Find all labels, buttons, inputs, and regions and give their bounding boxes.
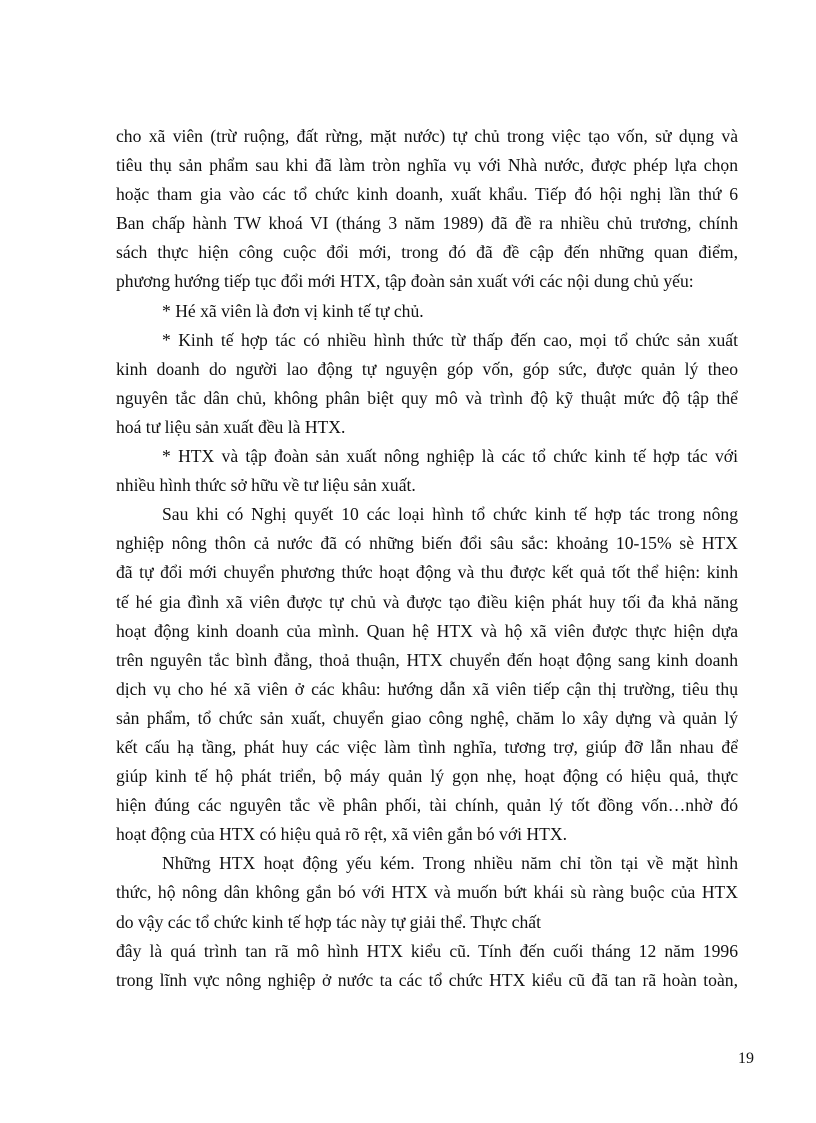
text-line: thức, hộ nông dân không gắn bó với HTX và muốn bứt khái sù ràng buộc của HTX (116, 882, 738, 903)
text-line: dịch vụ cho hé xã viên ở các khâu: hướng dẫn xã viên tiếp cận thị trường, tiêu thụ (116, 678, 738, 699)
text-line: đây là quá trình tan rã mô hình HTX kiểu cũ. Tính đến cuối tháng 12 năm 1996 (116, 940, 738, 961)
text-line: đã tự đổi mới chuyển phương thức hoạt động và thu được kết quả tốt thể hiện: kinh (116, 562, 738, 583)
bullet-line: * HTX và tập đoàn sản xuất nông nghiệp là các tổ chức kinh tế hợp tác với (162, 446, 738, 467)
text-line: trên nguyên tắc bình đẳng, thoả thuận, HTX chuyển đến hoạt động sang kinh doanh (116, 649, 738, 670)
text-line: hoạt động kinh doanh của mình. Quan hệ HTX và hộ xã viên được thực hiện dựa (116, 620, 738, 641)
text-line: tế hé gia đình xã viên được tự chủ và được tạo điều kiện phát huy tối đa khả năng (116, 591, 738, 612)
text-line: hoạt động của HTX có hiệu quả rõ rệt, xã viên gắn bó với HTX. (116, 824, 567, 845)
text-line: kinh doanh do người lao động tự nguyện góp vốn, góp sức, được quản lý theo (116, 358, 738, 379)
text-line: trong lĩnh vực nông nghiệp ở nước ta các tổ chức HTX kiểu cũ đã tan rã hoàn toàn, (116, 969, 738, 990)
text-line: sản phẩm, tổ chức sản xuất, chuyển giao công nghệ, chăm lo xây dựng và quản lý (116, 707, 738, 728)
paragraph-start-line: Những HTX hoạt động yếu kém. Trong nhiều năm chỉ tồn tại về mặt hình (162, 853, 738, 874)
text-line: kết cấu hạ tầng, phát huy các việc làm tình nghĩa, tương trợ, giúp đỡ lẫn nhau để (116, 736, 738, 757)
paragraph-start-line: Sau khi có Nghị quyết 10 các loại hình tổ chức kinh tế hợp tác trong nông (162, 504, 738, 525)
bullet-line: * Hé xã viên là đơn vị kinh tế tự chủ. (162, 300, 424, 321)
text-line: cho xã viên (trừ ruộng, đất rừng, mặt nước) tự chủ trong việc tạo vốn, sử dụng và (116, 126, 738, 146)
text-line: nhiều hình thức sở hữu về tư liệu sản xuất. (116, 475, 416, 496)
page-number: 19 (738, 1050, 754, 1067)
text-line: phương hướng tiếp tục đổi mới HTX, tập đoàn sản xuất với các nội dung chủ yếu: (116, 271, 694, 292)
text-line: nguyên tắc dân chủ, không phân biệt quy mô và trình độ kỹ thuật mức độ tập thể (116, 387, 738, 408)
text-line: Ban chấp hành TW khoá VI (tháng 3 năm 1989) đã đề ra nhiều chủ trương, chính (116, 213, 738, 234)
body-text (116, 122, 738, 995)
text-line: do vậy các tổ chức kinh tế hợp tác này tự giải thể. Thực chất (116, 911, 541, 932)
text-line: giúp kinh tế hộ phát triển, bộ máy quản lý gọn nhẹ, hoạt động có hiệu quả, thực (116, 766, 738, 787)
text-line: tiêu thụ sản phẩm sau khi đã làm tròn nghĩa vụ với Nhà nước, được phép lựa chọn (116, 155, 738, 176)
text-line: hoặc tham gia vào các tổ chức kinh doanh, xuất khẩu. Tiếp đó hội nghị lần thứ 6 (116, 184, 738, 205)
bullet-line: * Kinh tế hợp tác có nhiều hình thức từ thấp đến cao, mọi tổ chức sản xuất (162, 329, 738, 350)
text-line: nghiệp nông thôn cả nước đã có những biến đổi sâu sắc: khoảng 10-15% sè HTX (116, 533, 738, 554)
text-line: hoá tư liệu sản xuất đều là HTX. (116, 416, 346, 437)
text-line: sách thực hiện công cuộc đổi mới, trong đó đã đề cập đến những quan điểm, (116, 242, 738, 263)
text-line: hiện đúng các nguyên tắc về phân phối, tài chính, quản lý tốt đồng vốn…nhờ đó (116, 795, 738, 816)
